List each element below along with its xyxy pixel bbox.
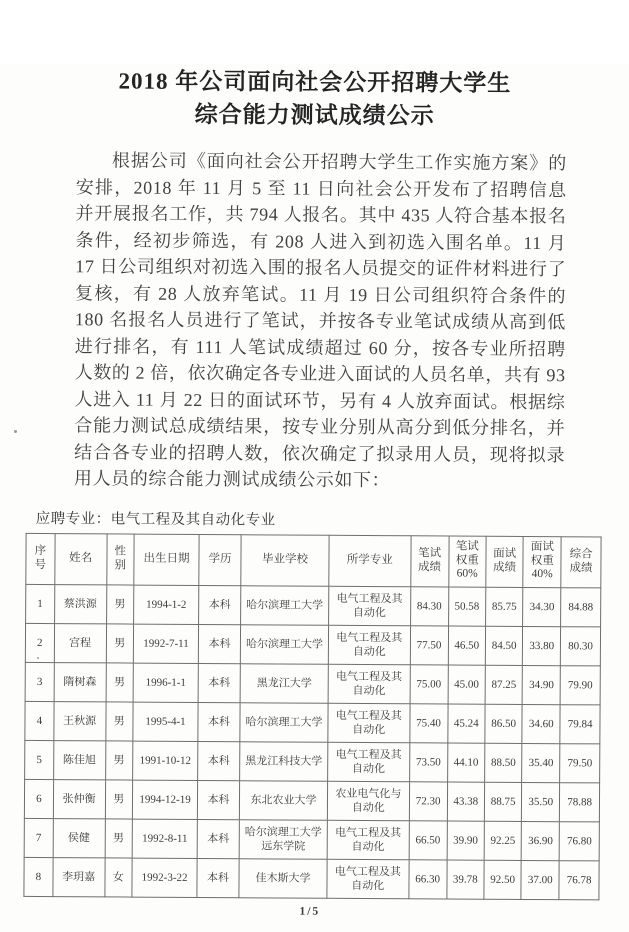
cell-major: 电气工程及其自动化 — [327, 859, 409, 898]
cell-total: 76.80 — [559, 821, 599, 860]
col-header-gender: 性 别 — [106, 533, 134, 584]
cell-school: 哈尔滨理工大学 — [240, 624, 328, 664]
col-header-school: 毕业学校 — [241, 534, 329, 586]
cell-school: 哈尔滨理工大学 — [240, 702, 328, 742]
cell-written_weighted: 46.50 — [448, 626, 486, 665]
cell-gender: 女 — [104, 857, 132, 896]
cell-name: 侯健 — [53, 818, 105, 857]
cell-written: 77.50 — [410, 625, 448, 664]
cell-interview: 92.50 — [484, 860, 522, 899]
cell-birth: 1994-1-2 — [134, 585, 199, 624]
document-title-line1: 2018 年公司面向社会公开招聘大学生 — [118, 68, 512, 96]
col-header-birth: 出生日期 — [134, 534, 199, 585]
cell-written_weighted: 44.10 — [447, 743, 485, 782]
cell-written: 66.50 — [409, 820, 447, 859]
cell-school: 黑龙江科技大学 — [240, 741, 328, 781]
cell-major: 电气工程及其自动化 — [328, 703, 410, 742]
cell-major: 电气工程及其自动化 — [328, 664, 410, 703]
cell-major: 电气工程及其自动化 — [328, 742, 410, 781]
cell-total: 79.84 — [560, 704, 600, 743]
cell-written: 66.30 — [409, 859, 447, 898]
cell-degree: 本科 — [198, 741, 240, 780]
cell-total: 78.88 — [560, 782, 600, 821]
applied-major-label: 应聘专业：电气工程及其自动化专业 — [35, 510, 276, 528]
scores-table-body — [24, 584, 601, 900]
cell-interview: 87.25 — [485, 665, 523, 704]
cell-written_weighted: 39.90 — [447, 820, 485, 859]
col-header-interview: 面试 成绩 — [486, 536, 524, 587]
cell-name: 王秋源 — [54, 701, 106, 740]
cell-name: 陈佳旭 — [53, 740, 105, 779]
col-header-written_weighted: 笔试 权重 60% — [448, 536, 486, 587]
cell-written_weighted: 45.00 — [448, 665, 486, 704]
cell-birth: 1991-10-12 — [133, 741, 198, 780]
col-header-name: 姓名 — [55, 533, 107, 584]
cell-no: 6 — [24, 779, 53, 818]
cell-interview: 85.75 — [486, 587, 524, 626]
cell-interview_weighted: 34.90 — [522, 665, 560, 704]
scores-table-header — [26, 533, 601, 588]
cell-no: 2 — [25, 623, 54, 662]
cell-gender: 男 — [105, 818, 133, 857]
cell-school: 哈尔滨理工大学 — [241, 585, 329, 625]
cell-written: 75.00 — [410, 664, 448, 703]
cell-degree: 本科 — [198, 702, 240, 741]
cell-name: 张仲衡 — [53, 779, 105, 818]
cell-written: 73.50 — [409, 742, 447, 781]
cell-major: 电气工程及其自动化 — [328, 625, 410, 664]
cell-major: 电气工程及其自动化 — [327, 820, 409, 859]
cell-no: 7 — [24, 818, 53, 857]
col-header-written: 笔试 成绩 — [410, 535, 448, 586]
cell-interview_weighted: 34.60 — [522, 704, 560, 743]
cell-total: 84.88 — [561, 587, 601, 626]
cell-written: 75.40 — [409, 703, 447, 742]
cell-degree: 本科 — [197, 858, 239, 897]
cell-interview: 84.50 — [485, 626, 523, 665]
cell-degree: 本科 — [197, 780, 239, 819]
cell-school: 佳木斯大学 — [239, 858, 327, 898]
table-row — [25, 740, 600, 783]
cell-written_weighted: 39.78 — [446, 859, 484, 898]
cell-school: 东北农业大学 — [239, 780, 327, 820]
col-header-interview_weighted: 面试 权重 40% — [523, 536, 561, 587]
cell-total: 79.50 — [560, 743, 600, 782]
cell-interview: 88.50 — [485, 743, 523, 782]
cell-birth: 1992-7-11 — [133, 624, 198, 663]
cell-gender: 男 — [106, 623, 134, 662]
cell-written_weighted: 50.58 — [448, 587, 486, 626]
cell-interview_weighted: 36.90 — [521, 821, 559, 860]
page-number: 1/5 — [299, 905, 321, 918]
col-header-major: 所学专业 — [329, 535, 411, 586]
scores-table — [23, 532, 601, 900]
cell-birth: 1996-1-1 — [133, 663, 198, 702]
cell-name: 隋树森 — [54, 662, 106, 701]
cell-interview: 86.50 — [485, 704, 523, 743]
cell-birth: 1992-8-11 — [132, 819, 197, 858]
cell-total: 76.78 — [559, 860, 599, 899]
cell-gender: 男 — [105, 740, 133, 779]
cell-interview: 92.25 — [484, 821, 522, 860]
cell-interview: 88.75 — [484, 782, 522, 821]
cell-no: 4 — [25, 701, 54, 740]
cell-gender: 男 — [105, 779, 133, 818]
cell-written: 72.30 — [409, 781, 447, 820]
cell-interview_weighted: 35.40 — [522, 743, 560, 782]
cell-written_weighted: 45.24 — [447, 704, 485, 743]
cell-interview_weighted: 33.80 — [523, 626, 561, 665]
col-header-total: 综合 成绩 — [561, 536, 601, 587]
scanned-document-page — [0, 64, 629, 932]
cell-major: 电气工程及其自动化 — [329, 586, 411, 625]
cell-school: 黑龙江大学 — [240, 663, 328, 703]
cell-birth: 1994-12-19 — [132, 780, 197, 819]
cell-total: 80.30 — [561, 626, 601, 665]
header-row — [26, 533, 601, 588]
cell-degree: 本科 — [198, 624, 240, 663]
cell-degree: 本科 — [198, 663, 240, 702]
cell-degree: 本科 — [199, 585, 241, 624]
cell-major: 农业电气化与自动化 — [327, 781, 409, 820]
table-row — [24, 818, 599, 861]
document-title — [30, 64, 599, 133]
cell-written: 84.30 — [410, 586, 448, 625]
table-row — [25, 701, 600, 744]
cell-interview_weighted: 35.50 — [522, 782, 560, 821]
cell-written_weighted: 43.38 — [447, 781, 485, 820]
table-row — [25, 623, 600, 666]
cell-gender: 男 — [105, 701, 133, 740]
cell-school: 哈尔滨理工大学远东学院 — [239, 819, 327, 859]
document-title-line2: 综合能力测试成绩公示 — [194, 101, 435, 129]
document-content — [0, 64, 629, 919]
table-row — [26, 584, 601, 627]
cell-birth: 1992-3-22 — [132, 858, 197, 897]
cell-no: 1 — [26, 584, 55, 623]
cell-total: 79.90 — [560, 665, 600, 704]
col-header-no: 序 号 — [26, 533, 55, 584]
cell-gender: 男 — [106, 662, 134, 701]
cell-no: 5 — [25, 740, 54, 779]
cell-interview_weighted: 37.00 — [521, 860, 559, 899]
cell-birth: 1995-4-1 — [133, 702, 198, 741]
cell-name: 宫程 — [54, 623, 106, 662]
cell-no: 8 — [24, 857, 53, 896]
cell-degree: 本科 — [197, 819, 239, 858]
table-row — [24, 779, 599, 822]
cell-interview_weighted: 34.30 — [523, 587, 561, 626]
table-row — [25, 662, 600, 705]
cell-name: 李玥嘉 — [53, 857, 105, 896]
cell-gender: 男 — [106, 584, 134, 623]
col-header-degree: 学历 — [199, 534, 241, 585]
announcement-paragraph: 根据公司《面向社会公开招聘大学生工作实施方案》的安排，2018 年 11 月 5 至 11 日向社会公开发布了招聘信息并开展报名工作，共 794 人报名。其中 435 人符合基本报名条件，经初步筛选，有 208 人进入到初选入围名单。11 月 17 日公司组织对初选入围的报名人员提交的证件材料进行了复核，有 28 人放弃笔试。11 月 19 日公司组织符合条件的 180 名报名人员进行了笔试，并按各专业笔试成绩从高到低进行排名，有 111 人笔试成绩超过 60 分，按各专业所招聘人数的 2 倍，依次确定各专业进入面试的人员名单，共有 93 人进入 11 月 22 日的面试环节，另有 4 人放弃面试。根据综合能力测试总成绩结果，按专业分别从高分到低分排名，并结合各专业的招聘人数，依次确定了拟录用人员，现将拟录用人员的综合能力测试成绩公示如下： — [73, 150, 567, 491]
cell-name: 蔡洪源 — [54, 584, 106, 623]
table-row — [24, 857, 599, 900]
cell-no: 3 — [25, 662, 54, 701]
